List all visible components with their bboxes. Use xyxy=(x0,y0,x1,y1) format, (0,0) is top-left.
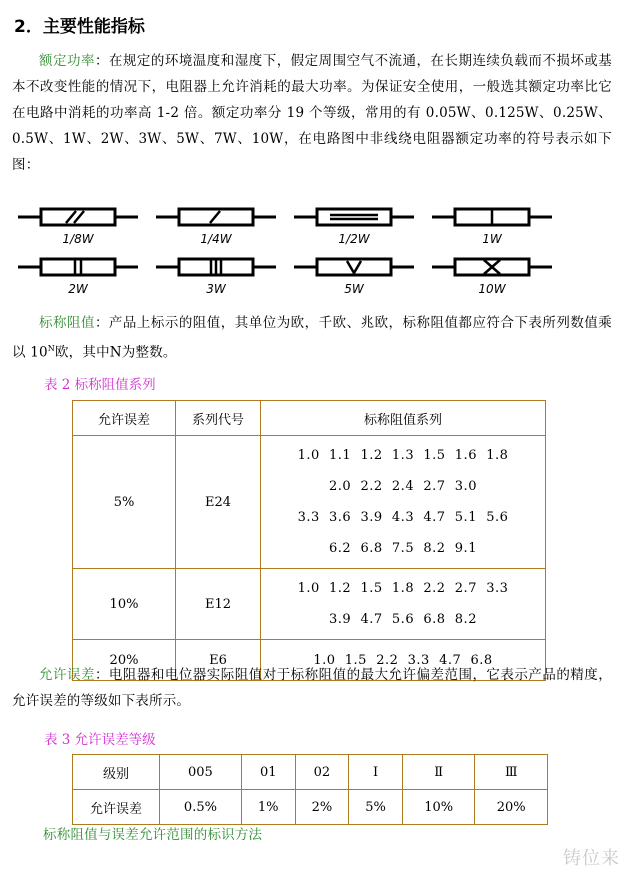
nominal-series-table xyxy=(72,400,546,681)
value-line: 3.3 3.6 3.9 4.3 4.7 5.1 5.6 xyxy=(297,510,509,525)
row-tolerance: 5% xyxy=(73,436,176,569)
row-values xyxy=(261,436,546,569)
resistor-symbol xyxy=(432,259,552,296)
tolerance-cell: 2% xyxy=(295,790,349,825)
value-line: 1.0 1.5 2.2 3.3 4.7 6.8 xyxy=(313,652,493,668)
nominal-exponent: N xyxy=(47,344,55,353)
row-code: E6 xyxy=(176,640,261,681)
rated-power-text: ：在规定的环境温度和湿度下，假定周围空气不流通，在长期连续负载而不损坏或基本不改变性能的情况下，电阻器上允许消耗的最大功率。为保证安全使用，一般选其额定功率比它在电路中消耗的功率高 1-2 倍。额定功率分 19 个等级，常用的有 0.05W、0.125W、0.25W、0.5W、1W、2W、3W、5W、7W、10W，在电路图中非线绕电阻器额定功率的符号表示如下图： xyxy=(12,53,612,173)
tolerance-term: 允许误差 xyxy=(39,667,95,683)
resistor-body xyxy=(317,209,391,225)
header-series-code: 系列代号 xyxy=(176,401,261,436)
nominal-term: 标称阻值 xyxy=(39,315,95,331)
resistor-symbol xyxy=(18,209,138,246)
row-tolerance: 20% xyxy=(73,640,176,681)
resistor-symbol xyxy=(156,209,276,246)
resistor-symbol xyxy=(432,209,552,246)
nominal-paragraph xyxy=(12,310,612,366)
table-header-row xyxy=(73,401,546,436)
value-line: 1.0 1.2 1.5 1.8 2.2 2.7 3.3 xyxy=(297,581,509,596)
table-row xyxy=(73,755,548,790)
value-line: 6.2 6.8 7.5 8.2 9.1 xyxy=(329,541,477,556)
tolerance-cell: 10% xyxy=(402,790,475,825)
row-code: E12 xyxy=(176,569,261,640)
nominal-text-a: ：产品上标示的阻值，其单位为欧，千欧、兆欧，标称阻值都应符合下表所列数值乘以 10 xyxy=(12,315,612,361)
power-label: 2W xyxy=(68,282,88,296)
power-label: 1/8W xyxy=(62,232,94,246)
resistor-symbol xyxy=(294,259,414,296)
resistor-symbol xyxy=(294,209,414,246)
power-label: 1W xyxy=(482,232,502,246)
table-row xyxy=(73,790,548,825)
value-line: 2.0 2.2 2.4 2.7 3.0 xyxy=(329,479,477,494)
nominal-text-b: 欧，其中N为整数。 xyxy=(54,344,177,361)
value-line: 3.9 4.7 5.6 6.8 8.2 xyxy=(329,612,477,627)
resistor-power-symbols xyxy=(14,205,566,305)
tolerance-cell: 20% xyxy=(475,790,548,825)
section-heading: 2．主要性能指标 xyxy=(14,17,145,37)
tolerance-paragraph xyxy=(12,662,612,714)
power-label: 1/4W xyxy=(200,232,232,246)
resistor-symbol xyxy=(18,259,138,296)
tolerance-text: ：电阻器和电位器实际阻值对于标称阻值的最大允许偏差范围，它表示产品的精度，允许误差的等级如下表所示。 xyxy=(12,667,612,709)
tolerance-label: 允许误差 xyxy=(73,790,160,825)
rated-power-paragraph xyxy=(12,48,612,178)
power-symbols-figure xyxy=(14,205,566,305)
table3-caption: 表 3 允许误差等级 xyxy=(44,732,156,748)
grade-label: 级别 xyxy=(73,755,160,790)
tolerance-cell: 0.5% xyxy=(160,790,242,825)
resistor-body xyxy=(41,259,115,275)
power-label: 1/2W xyxy=(338,232,370,246)
power-label: 3W xyxy=(206,282,226,296)
tolerance-cell: 1% xyxy=(241,790,295,825)
value-line: 1.0 1.1 1.2 1.3 1.5 1.6 1.8 xyxy=(297,448,509,463)
grade-cell: 02 xyxy=(295,755,349,790)
table-row xyxy=(73,569,546,640)
row-code: E24 xyxy=(176,436,261,569)
rated-power-term: 额定功率 xyxy=(39,53,95,69)
footer-heading: 标称阻值与误差允许范围的标识方法 xyxy=(43,827,263,843)
header-nominal-series: 标称阻值系列 xyxy=(261,401,546,436)
table-row xyxy=(73,436,546,569)
power-label: 10W xyxy=(478,282,506,296)
grade-cell: Ⅰ xyxy=(349,755,403,790)
resistor-symbol xyxy=(156,259,276,296)
grade-cell: 005 xyxy=(160,755,242,790)
table2-caption: 表 2 标称阻值系列 xyxy=(44,377,156,393)
tolerance-grade-table xyxy=(72,754,548,825)
row-tolerance: 10% xyxy=(73,569,176,640)
power-label: 5W xyxy=(344,282,364,296)
row-values xyxy=(261,569,546,640)
grade-cell: 01 xyxy=(241,755,295,790)
header-tolerance: 允许误差 xyxy=(73,401,176,436)
grade-cell: Ⅱ xyxy=(402,755,475,790)
tolerance-cell: 5% xyxy=(349,790,403,825)
watermark: 铸位来 xyxy=(563,848,620,869)
grade-cell: Ⅲ xyxy=(475,755,548,790)
